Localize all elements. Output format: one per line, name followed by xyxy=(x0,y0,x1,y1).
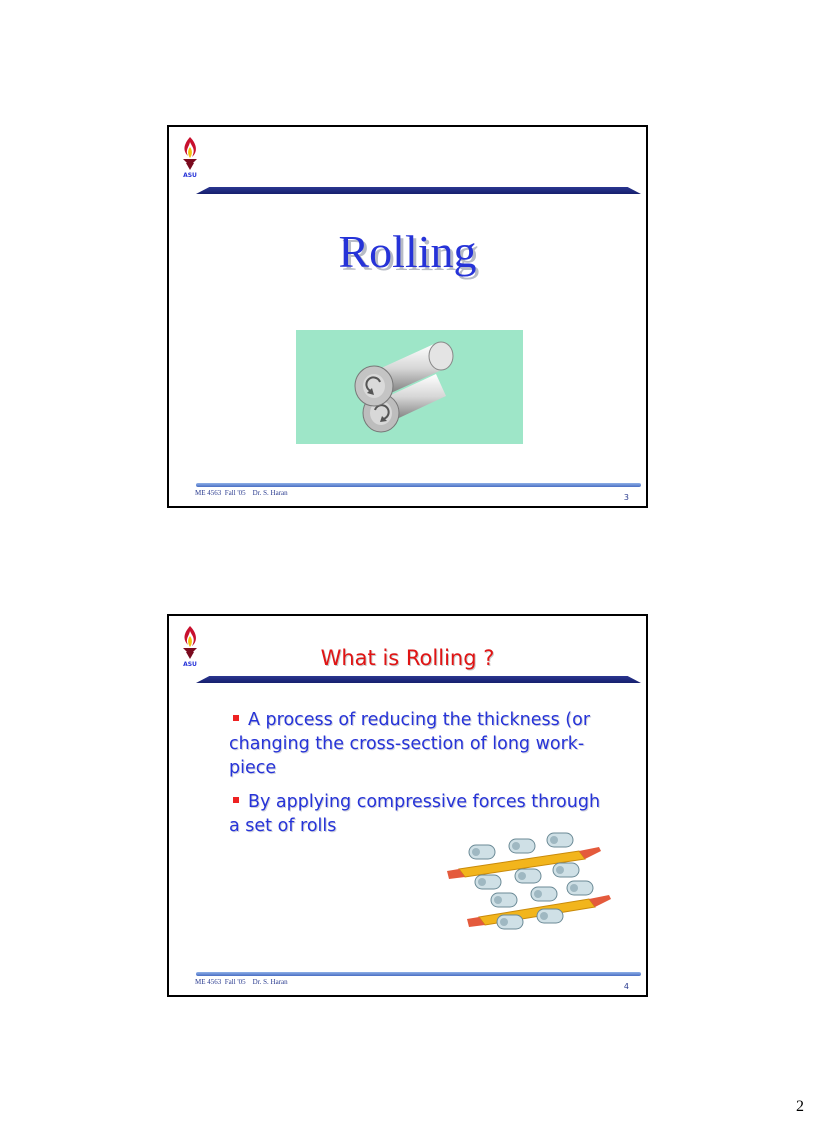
rolls-illustration xyxy=(296,330,523,444)
asu-flame-logo xyxy=(179,135,201,179)
rolling-mill-illustration xyxy=(439,831,614,933)
slide-footer: ME 4563 Fall '05 Dr. S. Haran xyxy=(195,489,288,497)
svg-text:ASU: ASU xyxy=(183,661,197,668)
slide-number: 3 xyxy=(623,493,629,502)
page-number: 2 xyxy=(796,1098,804,1115)
slide-4 xyxy=(167,614,648,997)
slide-3 xyxy=(167,125,648,508)
square-bullet-icon xyxy=(233,715,239,721)
title-divider-bar xyxy=(196,187,641,194)
square-bullet-icon xyxy=(233,797,239,803)
footer-divider-bar xyxy=(196,972,641,976)
slide-title: What is Rolling ? xyxy=(320,646,495,670)
title-divider-bar xyxy=(196,676,641,683)
footer-divider-bar xyxy=(196,483,641,487)
bullet-item: By applying compressive forces through a set of rolls xyxy=(229,792,601,836)
bullet-item: A process of reducing the thickness (or changing the cross-section of long work-piece xyxy=(229,710,591,778)
bullet-list xyxy=(229,708,609,848)
slide-number: 4 xyxy=(623,982,629,991)
svg-text:ASU: ASU xyxy=(183,172,197,179)
slide-title: Rolling xyxy=(338,226,477,277)
slide-footer: ME 4563 Fall '05 Dr. S. Haran xyxy=(195,978,288,986)
